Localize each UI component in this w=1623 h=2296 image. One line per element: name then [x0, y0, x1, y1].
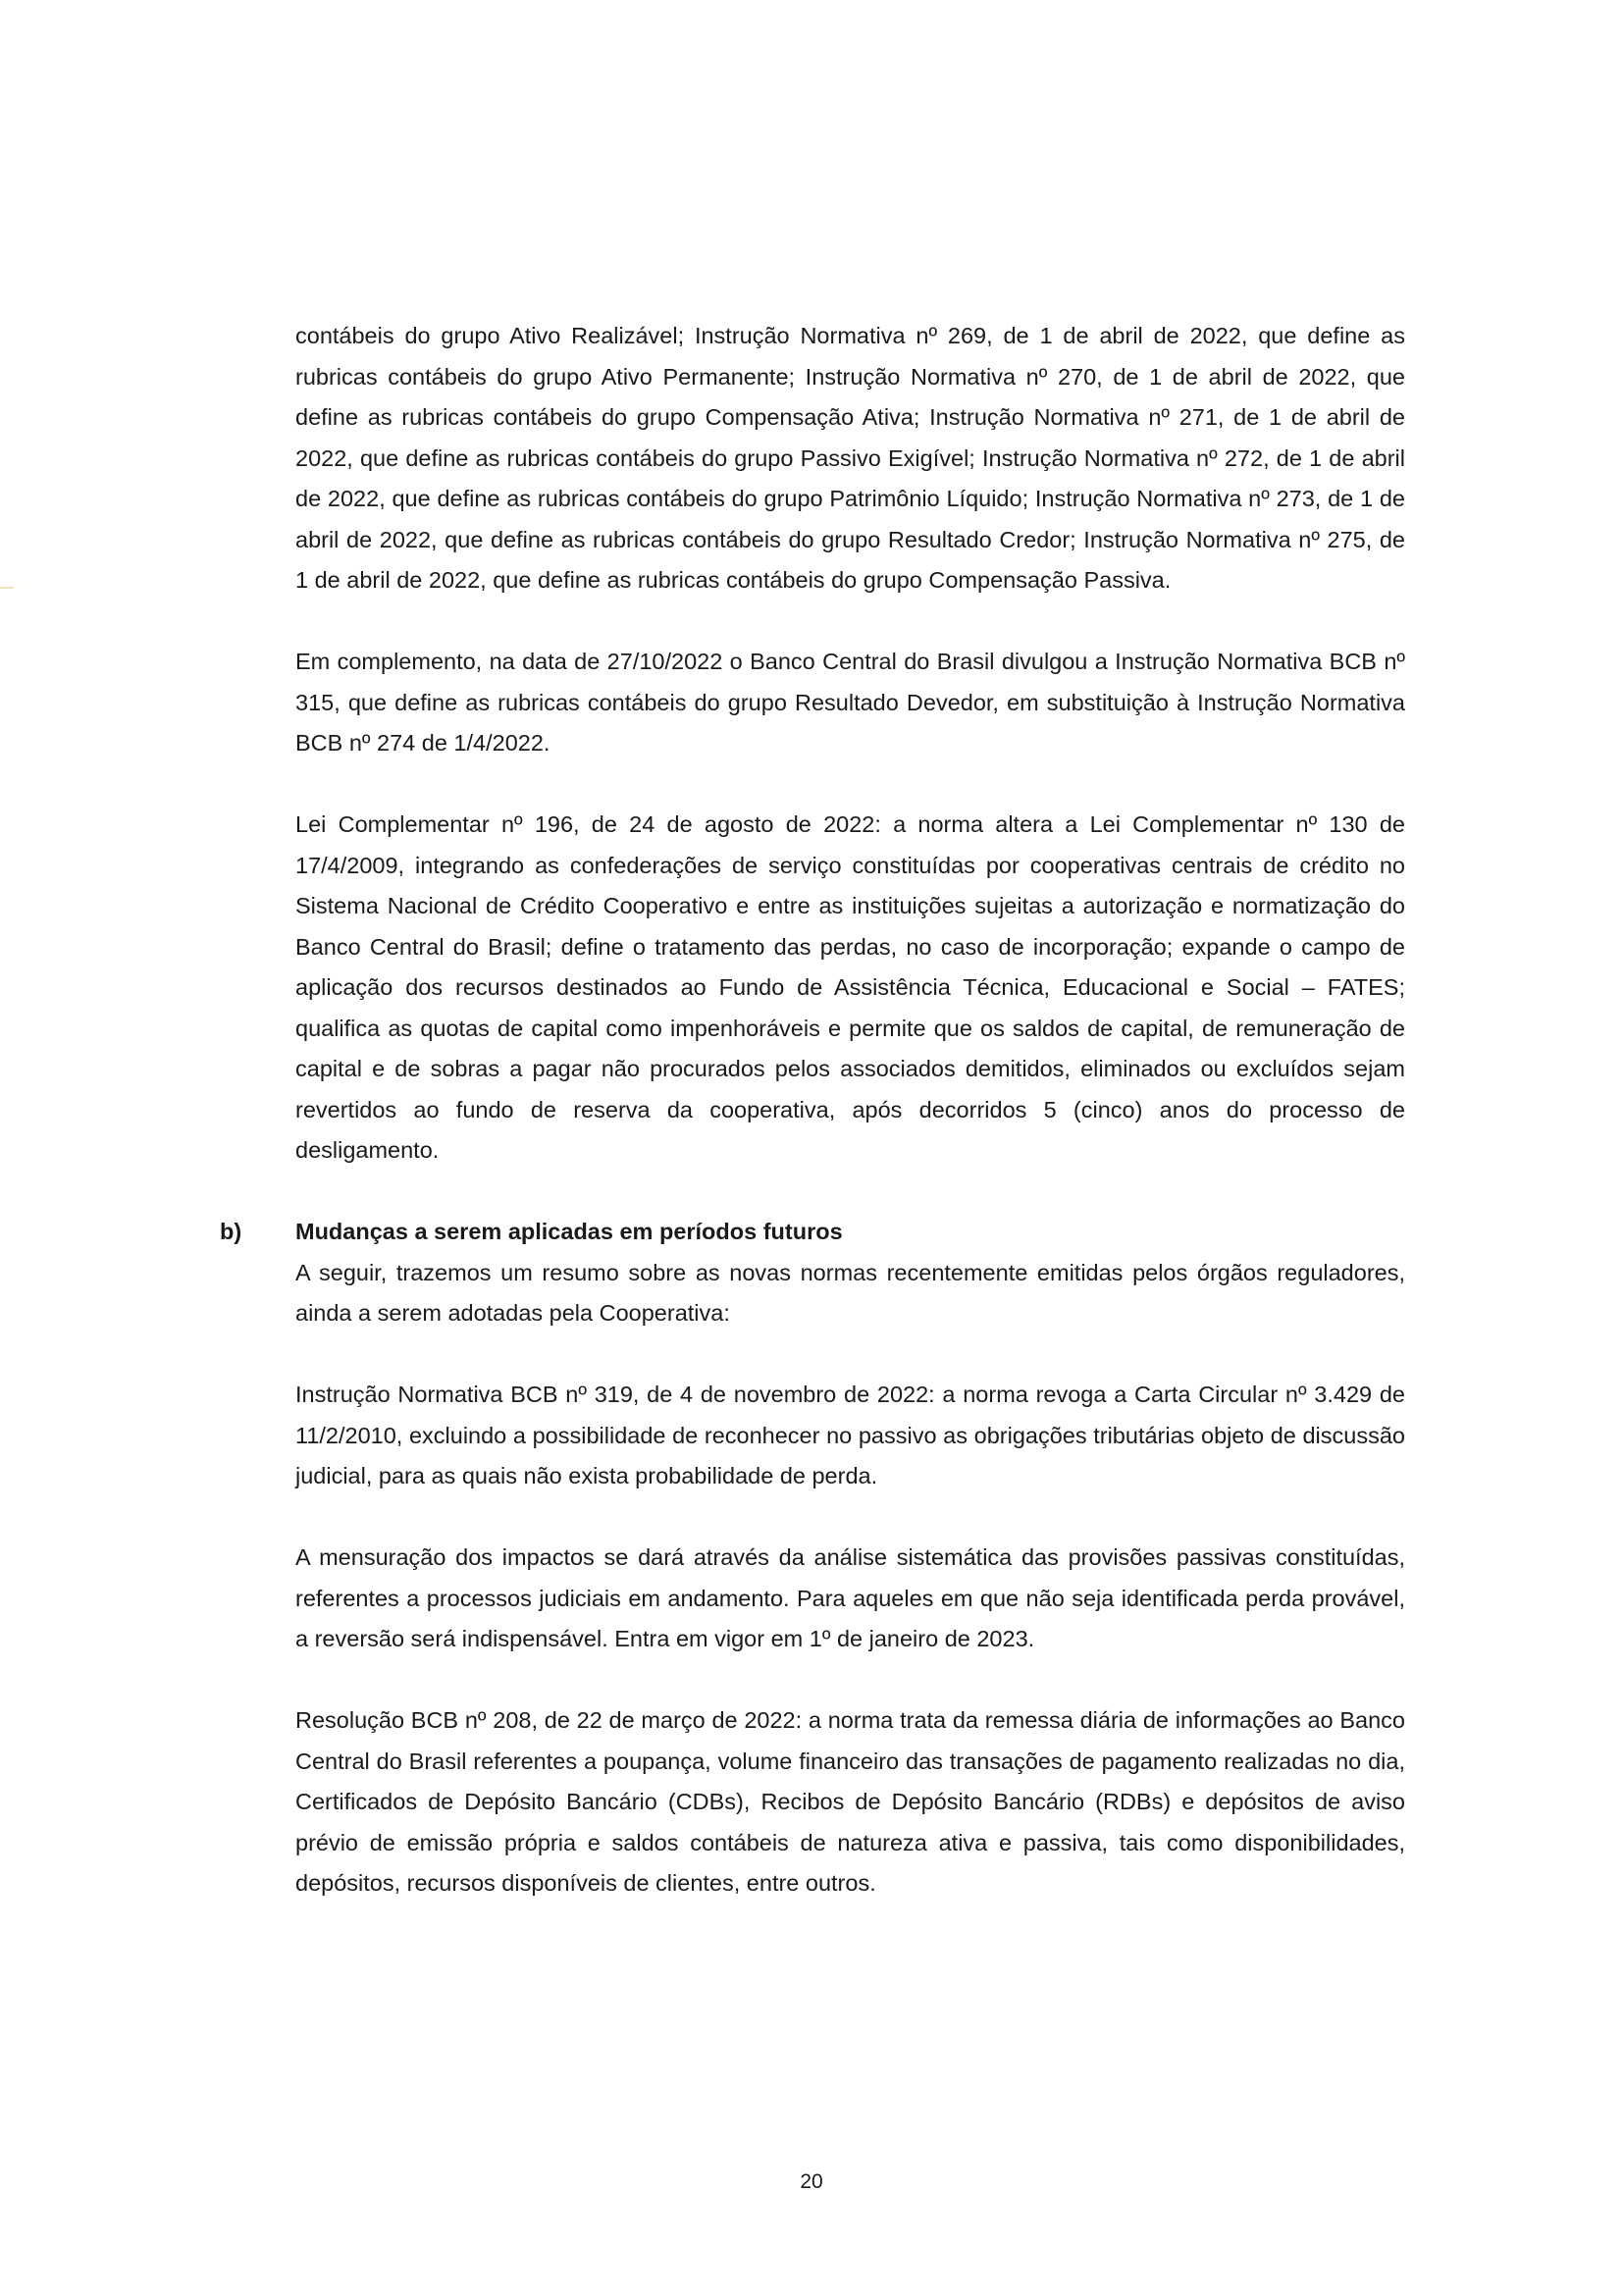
paragraph-resolucao-bcb-208: Resolução BCB nº 208, de 22 de março de 2022: a norma trata da remessa diária de informações ao Banco Central do Brasil referentes a poupança, volume financeiro das transações de pagamento realizadas no dia, Certificados de Depósito Bancário (CDBs), Recibos de Depósito Bancário (RDBs) e depósitos de aviso prévio de emissão própria e saldos contábeis de natureza ativa e passiva, tais como disponibilidades, depósitos, recursos disponíveis de clientes, entre outros. — [295, 1707, 1405, 1896]
page-content — [220, 316, 1405, 1905]
section-b-heading — [220, 1212, 1405, 1253]
paragraph-lei-complementar-196: Lei Complementar nº 196, de 24 de agosto de 2022: a norma altera a Lei Complementar nº 130 de 17/4/2009, integrando as confederações de serviço constituídas por cooperativas centrais de crédito no Sistema Nacional de Crédito Cooperativo e entre as instituições sujeitas a autorização e normatização do Banco Central do Brasil; define o tratamento das perdas, no caso de incorporação; expande o campo de aplicação dos recursos destinados ao Fundo de Assistência Técnica, Educacional e Social – FATES; qualifica as quotas de capital como impenhoráveis e permite que os saldos de capital, de remuneração de capital e de sobras a pagar não procurados pelos associados demitidos, eliminados ou excluídos sejam revertidos ao fundo de reserva da cooperativa, após decorridos 5 (cinco) anos do processo de desligamento. — [295, 811, 1405, 1163]
section-letter: b) — [220, 1219, 242, 1244]
scan-artifact — [0, 587, 14, 589]
paragraph-section-b-intro: A seguir, trazemos um resumo sobre as novas normas recentemente emitidas pelos órgãos reguladores, ainda a serem adotadas pela Cooperativa: — [295, 1259, 1405, 1326]
paragraph-instrucoes-normativas: contábeis do grupo Ativo Realizável; Instrução Normativa nº 269, de 1 de abril de 2022, que define as rubricas contábeis do grupo Ativo Permanente; Instrução Normativa nº 270, de 1 de abril de 2022, que define as rubricas contábeis do grupo Compensação Ativa; Instrução Normativa nº 271, de 1 de abril de 2022, que define as rubricas contábeis do grupo Passivo Exigível; Instrução Normativa nº 272, de 1 de abril de 2022, que define as rubricas contábeis do grupo Patrimônio Líquido; Instrução Normativa nº 273, de 1 de abril de 2022, que define as rubricas contábeis do grupo Resultado Credor; Instrução Normativa nº 275, de 1 de abril de 2022, que define as rubricas contábeis do grupo Compensação Passiva. — [295, 323, 1405, 593]
section-title: Mudanças a serem aplicadas em períodos futuros — [295, 1219, 843, 1244]
paragraph-in-bcb-319: Instrução Normativa BCB nº 319, de 4 de novembro de 2022: a norma revoga a Carta Circular nº 3.429 de 11/2/2010, excluindo a possibilidade de reconhecer no passivo as obrigações tributárias objeto de discussão judicial, para as quais não exista probabilidade de perda. — [295, 1382, 1405, 1488]
page-number: 20 — [800, 2170, 823, 2193]
paragraph-mensuracao-impactos: A mensuração dos impactos se dará através da análise sistemática das provisões passivas constituídas, referentes a processos judiciais em andamento. Para aqueles em que não seja identificada perda provável, a reversão será indispensável. Entra em vigor em 1º de janeiro de 2023. — [295, 1544, 1405, 1651]
paragraph-complemento-bcb-315: Em complemento, na data de 27/10/2022 o Banco Central do Brasil divulgou a Instrução Normativa BCB nº 315, que define as rubricas contábeis do grupo Resultado Devedor, em substituição à Instrução Normativa BCB nº 274 de 1/4/2022. — [295, 649, 1405, 756]
